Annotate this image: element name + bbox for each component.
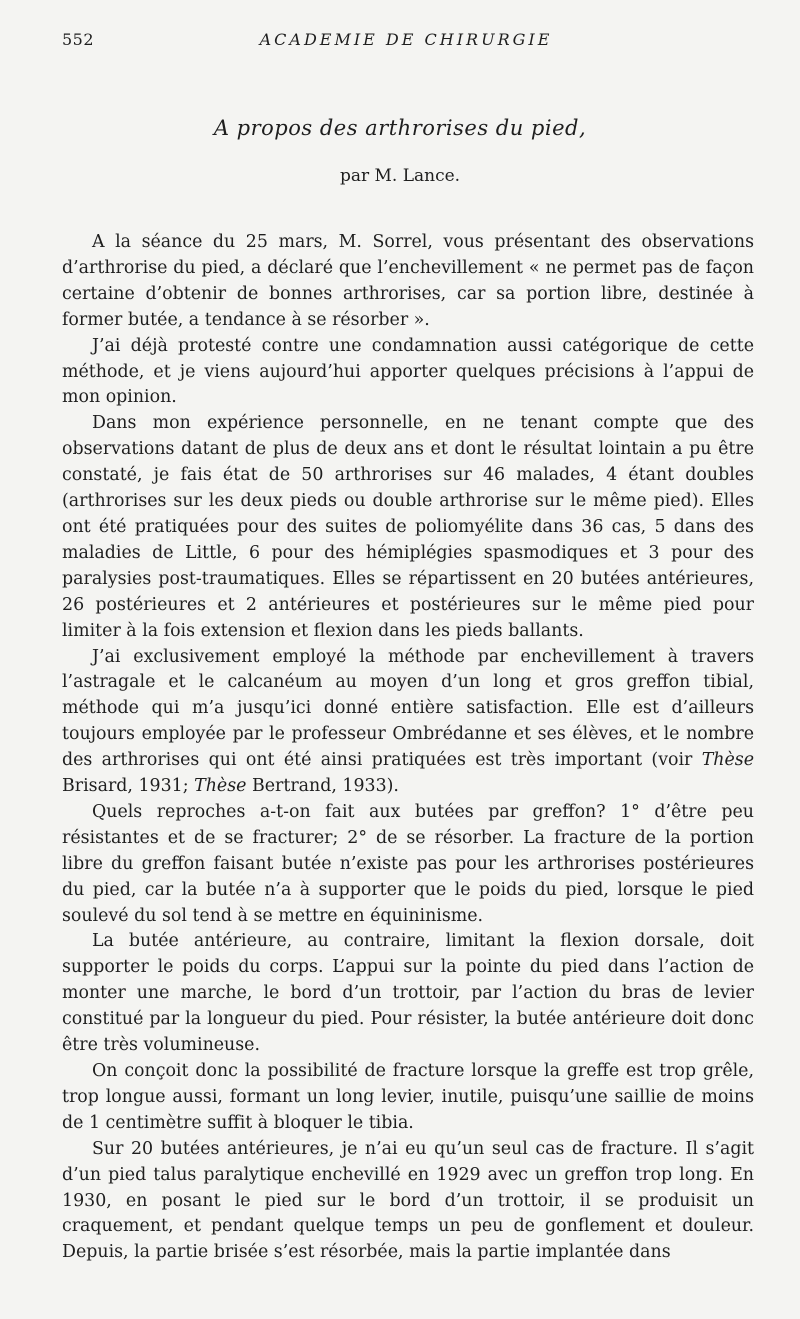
paragraph-1: A la séance du 25 mars, M. Sorrel, vous présentant des observations d’arthrorise du pied, a déclaré que l’enchevillement « ne permet pas de façon certaine d’obtenir de bonnes arthrorises, car sa portion libre, destinée à former butée, a tendance à se résorber ».	[62, 232, 754, 330]
paragraph-2: J’ai déjà protesté contre une condamnation aussi catégorique de cette méthode, et je viens aujourd’hui apporter quelques précisions à l’appui de mon opinion.	[62, 335, 754, 408]
paragraph-4-text-before: J’ai exclusivement employé la méthode par enchevillement à travers l’astragale et le calcanéum au moyen d’un long et gros greffon tibial, méthode qui m’a jusqu’ici donné entière satisfaction. Elle est d’ailleurs toujours employée par le professeur Ombrédanne et ses élèves, et le nombre des arthrorises qui ont été ainsi pratiquées est très important (voir	[62, 646, 754, 771]
paragraph-3: Dans mon expérience personnelle, en ne tenant compte que des observations datant de plus de deux ans et dont le résultat lointain a pu être constaté, je fais état de 50 arthrorises sur 46 malades, 4 étant doubles (arthrorises sur les deux pieds ou double arthrorise sur le même pied). Elles ont été pratiquées pour des suites de poliomyélite dans 36 cas, 5 dans des maladies de Little, 6 pour des hémiplégies spasmodiques et 3 pour des paralysies post-traumatiques. Elles se répartissent en 20 butées antérieures, 26 postérieures et 2 antérieures et postérieures sur le même pied pour limiter à la fois extension et flexion dans les pieds ballants.	[62, 413, 754, 641]
running-head: ACADEMIE DE CHIRURGIE	[259, 30, 553, 49]
page-number: 552	[62, 30, 95, 49]
these-italic-2: Thèse	[194, 776, 247, 797]
paragraph-8: Sur 20 butées antérieures, je n’ai eu qu’un seul cas de fracture. Il s’agit d’un pied talus paralytique enchevillé en 1929 avec un greffon trop long. En 1930, en posant le pied sur le bord d’un trottoir, il se produisit un craquement, et pendant quelque temps un peu de gonflement et douleur. Depuis, la partie brisée s’est résorbée, mais la partie implantée dans	[62, 1138, 754, 1263]
these-italic-1: Thèse	[701, 750, 754, 771]
article-byline: par M. Lance.	[339, 166, 461, 186]
paragraph-4-text-after: Bertrand, 1933).	[246, 776, 399, 797]
paragraph-6: La butée antérieure, au contraire, limitant la flexion dorsale, doit supporter le poids du corps. L’appui sur la pointe du pied dans l’action de monter une marche, le bord d’un trottoir, par l’action du bras de levier constitué par la longueur du pied. Pour résister, la butée antérieure doit donc être très volumineuse.	[62, 931, 754, 1056]
paragraph-4	[62, 645, 754, 800]
page-header	[62, 30, 750, 54]
paragraph-4-text-middle: Brisard, 1931;	[62, 776, 195, 797]
article-body	[62, 230, 754, 1266]
paragraph-7: On conçoit donc la possibilité de fracture lorsque la greffe est trop grêle, trop longue aussi, formant un long levier, inutile, puisqu’une saillie de moins de 1 centimètre suffit à bloquer le tibia.	[62, 1061, 754, 1133]
article-title: A propos des arthrorises du pied,	[213, 116, 587, 140]
paragraph-5: Quels reproches a-t-on fait aux butées par greffon? 1° d’être peu résistantes et de se fracturer; 2° de se résorber. La fracture de la portion libre du greffon faisant butée n’existe pas pour les arthrorises postérieures du pied, car la butée n’a à supporter que le poids du pied, lorsque le pied soulevé du sol tend à se mettre en équininisme.	[62, 801, 754, 926]
